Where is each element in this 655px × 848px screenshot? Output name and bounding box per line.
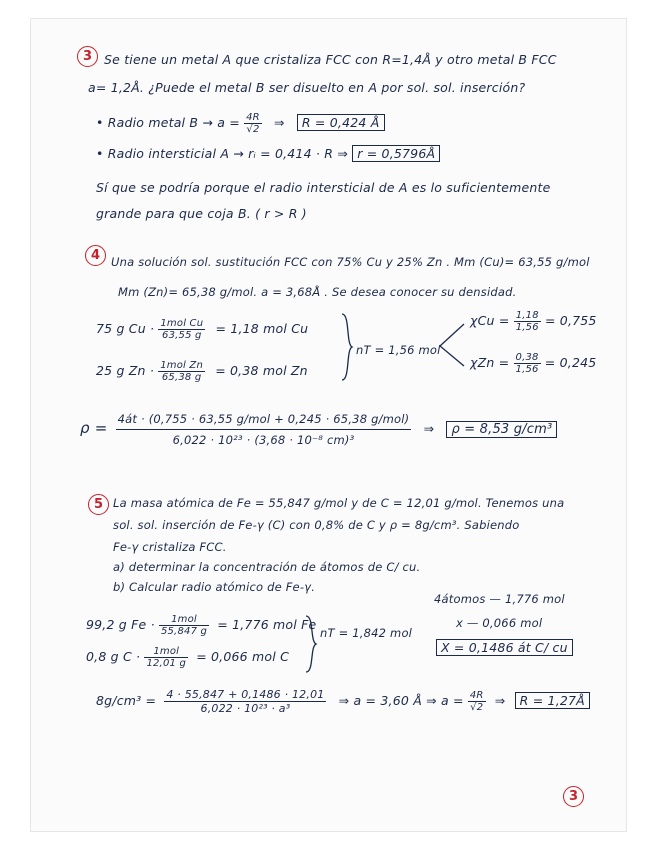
x-cu-denominator: 1,56 [515,322,539,333]
radius-arrow: ⇒ [494,693,506,708]
x-cu-row [470,310,597,333]
density-numerator: 4át · (0,755 · 63,55 g/mol + 0,245 · 65,38 g/mol) [116,412,412,430]
atoms-per-cell-result-row [436,640,573,655]
problem-5-statement-line1: La masa atómica de Fe = 55,847 g/mol y de C = 12,01 g/mol. Tenemos una [113,496,565,510]
c-moles-row [86,646,289,669]
radio-intersticial-result: r = 0,5796Å [352,145,440,162]
total-moles-problem-4: nT = 1,56 mol [356,343,441,357]
rule-of-three-line2: x — 0,066 mol [456,616,543,630]
fe-conversion-fraction [159,614,209,637]
atomic-radius-result: R = 1,27Å [515,692,590,709]
radio-metal-label: • Radio metal B → a = [96,115,240,130]
density-denominator: 6,022 · 10²³ · (3,68 · 10⁻⁸ cm)³ [172,433,355,447]
total-moles-problem-5: nT = 1,842 mol [320,626,413,640]
problem-4-number: 4 [85,245,106,266]
radio-metal-denominator: √2 [246,124,260,135]
cu-conversion-fraction [158,318,205,341]
cu-fraction-numerator: 1mol Cu [160,318,204,329]
zn-conversion-fraction [158,360,205,383]
zn-fraction-numerator: 1mol Zn [160,360,203,371]
density-5-denominator: 6,022 · 10²³ · a³ [200,702,291,715]
c-conversion-fraction [144,646,188,669]
rule-of-three-line1: 4átomos — 1,776 mol [434,592,565,606]
fe-fraction-numerator: 1mol [159,614,209,626]
fe-moles-result: = 1,776 mol Fe [217,617,317,632]
radio-metal-result: R = 0,424 Å [297,114,385,131]
brace-problem-4 [340,312,354,382]
cu-moles-row [96,318,308,341]
c-mass-label: 0,8 g C · [86,649,141,664]
problem-5-statement-line3: Fe-γ cristaliza FCC. [113,540,227,554]
zn-fraction-denominator: 65,38 g [161,372,202,383]
problem-3-answer-line1: Sí que se podría porque el radio intersticial de A es lo suficientemente [96,180,551,195]
page-number: 3 [563,786,584,807]
density-row-problem-5 [96,688,590,715]
density-label: ρ = [80,419,108,437]
density-row-problem-4 [80,412,557,447]
radius-relation-numerator: 4R [469,690,484,701]
problem-5-item-a: a) determinar la concentración de átomos de C/ cu. [113,560,421,574]
density-5-numerator: 4 · 55,847 + 0,1486 · 12,01 [166,688,325,701]
x-zn-numerator: 0,38 [515,352,539,363]
problem-3-statement-line2: a= 1,2Å. ¿Puede el metal B ser disuelto en A por sol. sol. inserción? [88,80,526,95]
radio-intersticial-label: • Radio intersticial A → rᵢ = 0,414 · R ⇒ [96,146,348,161]
problem-3-statement-line1: Se tiene un metal A que cristaliza FCC con R=1,4Å y otro metal B FCC [104,52,557,67]
zn-mass-label: 25 g Zn · [96,363,155,378]
radio-metal-arrow: ⇒ [274,115,285,130]
c-fraction-denominator: 12,01 g [146,658,186,669]
x-cu-value: = 0,755 [544,313,597,328]
radio-metal-numerator: 4R [246,112,260,123]
radio-intersticial-row [96,146,440,161]
cu-moles-result: = 1,18 mol Cu [215,321,309,336]
density-result: ρ = 8,53 g/cm³ [446,421,557,438]
c-fraction-numerator: 1mol [144,646,188,658]
zn-moles-result: = 0,38 mol Zn [215,363,308,378]
problem-3-number: 3 [77,46,98,67]
density-5-fraction [164,688,326,715]
problem-3-answer-line2: grande para que coja B. ( r > R ) [96,206,307,221]
x-zn-label: χZn = [470,355,510,370]
fe-moles-row [86,614,316,637]
c-moles-result: = 0,066 mol C [196,649,289,664]
x-cu-numerator: 1,18 [515,310,539,321]
problem-5-statement-line2: sol. sol. inserción de Fe-γ (C) con 0,8% de C y ρ = 8g/cm³. Sabiendo [113,518,520,532]
x-cu-fraction [514,310,541,333]
x-zn-value: = 0,245 [544,355,597,370]
density-given: 8g/cm³ = [96,693,157,708]
problem-4-statement-line1: Una solución sol. sustitución FCC con 75% Cu y 25% Zn . Mm (Cu)= 63,55 g/mol [111,255,590,269]
fe-mass-label: 99,2 g Fe · [86,617,155,632]
density-fraction [116,412,412,447]
radius-relation-fraction [468,690,486,713]
fe-fraction-denominator: 55,847 g [160,626,208,637]
brace-problem-5 [304,614,318,674]
radio-metal-fraction [244,112,262,135]
cu-fraction-denominator: 63,55 g [162,330,202,341]
x-zn-denominator: 1,56 [515,364,539,375]
radio-metal-row [96,112,385,135]
x-cu-label: χCu = [470,313,510,328]
x-zn-fraction [514,352,541,375]
cu-mass-label: 75 g Cu · [96,321,155,336]
lattice-parameter-result: ⇒ a = 3,60 Å ⇒ a = [338,693,464,708]
problem-5-number: 5 [88,494,109,515]
radius-relation-denominator: √2 [470,702,484,713]
problem-4-statement-line2: Mm (Zn)= 65,38 g/mol. a = 3,68Å . Se desea conocer su densidad. [118,285,517,299]
x-zn-row [470,352,596,375]
atoms-per-cell-result: X = 0,1486 át C/ cu [436,639,573,656]
split-arrows-icon [436,320,466,370]
problem-5-item-b: b) Calcular radio atómico de Fe-γ. [113,580,316,594]
density-arrow: ⇒ [423,421,435,436]
zn-moles-row [96,360,308,383]
